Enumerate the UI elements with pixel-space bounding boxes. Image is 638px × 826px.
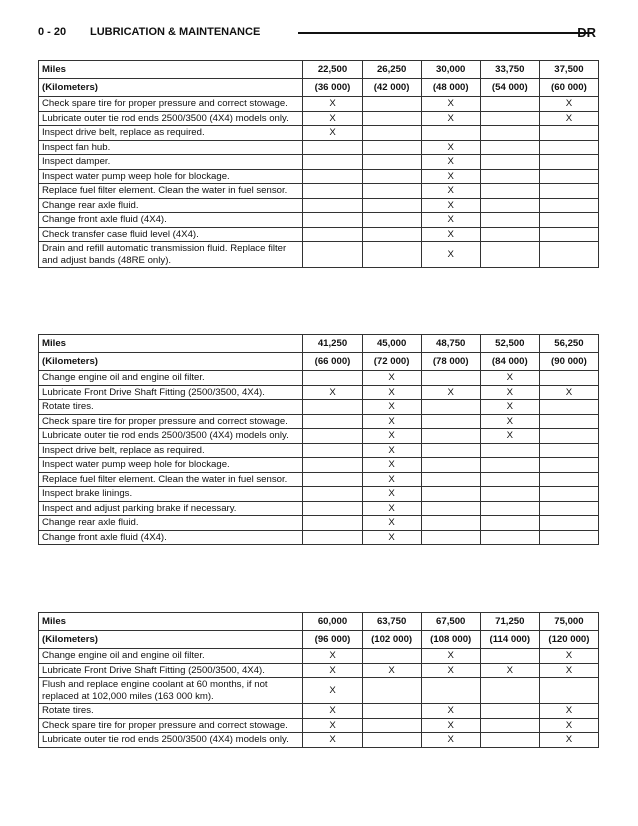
mark-cell: X xyxy=(303,678,362,704)
mark-cell xyxy=(539,227,598,242)
miles-cell: 26,250 xyxy=(362,61,421,79)
mark-cell xyxy=(303,414,362,429)
mark-cell xyxy=(303,371,362,386)
mark-cell xyxy=(480,126,539,141)
mark-cell: X xyxy=(421,663,480,678)
mark-cell xyxy=(421,414,480,429)
mark-cell: X xyxy=(421,213,480,228)
mark-cell xyxy=(362,678,421,704)
task-cell: Change front axle fluid (4X4). xyxy=(39,213,303,228)
maintenance-table-1 xyxy=(38,60,599,268)
km-cell: (96 000) xyxy=(303,631,362,649)
mark-cell: X xyxy=(362,472,421,487)
mark-cell xyxy=(480,443,539,458)
km-cell: (48 000) xyxy=(421,79,480,97)
table-row xyxy=(39,414,599,429)
miles-cell: 52,500 xyxy=(480,335,539,353)
mark-cell xyxy=(480,140,539,155)
mark-cell: X xyxy=(421,140,480,155)
mark-cell xyxy=(480,111,539,126)
table-row xyxy=(39,97,599,112)
table-row xyxy=(39,213,599,228)
task-cell: Lubricate outer tie rod ends 2500/3500 (4X4) models only. xyxy=(39,429,303,444)
mark-cell xyxy=(421,400,480,415)
task-cell: Lubricate Front Drive Shaft Fitting (2500/3500, 4X4). xyxy=(39,385,303,400)
miles-cell: 37,500 xyxy=(539,61,598,79)
mark-cell xyxy=(421,429,480,444)
mark-cell: X xyxy=(362,443,421,458)
table-row xyxy=(39,472,599,487)
mark-cell xyxy=(480,169,539,184)
miles-cell: 45,000 xyxy=(362,335,421,353)
mark-cell xyxy=(362,169,421,184)
table-row xyxy=(39,169,599,184)
miles-label: Miles xyxy=(39,613,303,631)
mark-cell xyxy=(303,458,362,473)
task-cell: Change engine oil and engine oil filter. xyxy=(39,371,303,386)
miles-cell: 71,250 xyxy=(480,613,539,631)
mark-cell xyxy=(421,501,480,516)
mark-cell xyxy=(539,169,598,184)
km-cell: (78 000) xyxy=(421,353,480,371)
mark-cell: X xyxy=(539,97,598,112)
mark-cell: X xyxy=(421,242,480,268)
mark-cell xyxy=(480,242,539,268)
mark-cell xyxy=(480,530,539,545)
km-cell: (108 000) xyxy=(421,631,480,649)
mark-cell: X xyxy=(421,227,480,242)
mark-cell xyxy=(480,718,539,733)
mark-cell xyxy=(303,472,362,487)
mark-cell xyxy=(539,184,598,199)
mark-cell xyxy=(480,198,539,213)
mark-cell: X xyxy=(362,501,421,516)
mark-cell xyxy=(362,198,421,213)
task-cell: Flush and replace engine coolant at 60 months, if not replaced at 102,000 miles (163 000 km). xyxy=(39,678,303,704)
mark-cell xyxy=(303,443,362,458)
mark-cell: X xyxy=(421,718,480,733)
table-row xyxy=(39,718,599,733)
task-cell: Check spare tire for proper pressure and correct stowage. xyxy=(39,97,303,112)
mark-cell xyxy=(421,371,480,386)
mark-cell: X xyxy=(421,704,480,719)
mark-cell: X xyxy=(362,530,421,545)
mark-cell xyxy=(421,516,480,531)
km-cell: (102 000) xyxy=(362,631,421,649)
mark-cell: X xyxy=(303,718,362,733)
task-cell: Check spare tire for proper pressure and correct stowage. xyxy=(39,414,303,429)
mark-cell: X xyxy=(539,733,598,748)
page-number: 0 - 20 xyxy=(38,26,67,38)
mark-cell: X xyxy=(539,663,598,678)
table-row xyxy=(39,487,599,502)
task-cell: Change rear axle fluid. xyxy=(39,516,303,531)
table-row xyxy=(39,242,599,268)
mark-cell: X xyxy=(303,704,362,719)
mark-cell xyxy=(303,516,362,531)
mark-cell xyxy=(303,227,362,242)
table-row xyxy=(39,429,599,444)
task-cell: Inspect water pump weep hole for blockage. xyxy=(39,458,303,473)
mark-cell: X xyxy=(480,414,539,429)
km-cell: (36 000) xyxy=(303,79,362,97)
miles-label: Miles xyxy=(39,335,303,353)
task-cell: Check transfer case fluid level (4X4). xyxy=(39,227,303,242)
mark-cell xyxy=(362,242,421,268)
mark-cell: X xyxy=(421,733,480,748)
mark-cell xyxy=(421,487,480,502)
mark-cell: X xyxy=(421,169,480,184)
km-label: (Kilometers) xyxy=(39,353,303,371)
mark-cell xyxy=(539,429,598,444)
km-label: (Kilometers) xyxy=(39,631,303,649)
table-row xyxy=(39,733,599,748)
mark-cell xyxy=(539,414,598,429)
table-row xyxy=(39,140,599,155)
table-row xyxy=(39,198,599,213)
table-row xyxy=(39,501,599,516)
table-row xyxy=(39,111,599,126)
mark-cell xyxy=(362,213,421,228)
table-row xyxy=(39,678,599,704)
task-cell: Lubricate outer tie rod ends 2500/3500 (4X4) models only. xyxy=(39,733,303,748)
mark-cell xyxy=(480,184,539,199)
mark-cell xyxy=(480,678,539,704)
mark-cell xyxy=(539,198,598,213)
mark-cell xyxy=(421,458,480,473)
mark-cell xyxy=(539,155,598,170)
mark-cell: X xyxy=(421,198,480,213)
task-cell: Replace fuel filter element. Clean the water in fuel sensor. xyxy=(39,472,303,487)
mark-cell: X xyxy=(362,458,421,473)
mark-cell: X xyxy=(421,111,480,126)
mark-cell xyxy=(362,649,421,664)
mark-cell xyxy=(539,213,598,228)
km-cell: (90 000) xyxy=(539,353,598,371)
km-cell: (60 000) xyxy=(539,79,598,97)
mark-cell xyxy=(362,140,421,155)
page-header xyxy=(38,26,596,42)
mark-cell xyxy=(539,458,598,473)
table-body xyxy=(39,613,599,748)
miles-cell: 75,000 xyxy=(539,613,598,631)
task-cell: Lubricate Front Drive Shaft Fitting (2500/3500, 4X4). xyxy=(39,663,303,678)
mark-cell xyxy=(362,718,421,733)
mark-cell xyxy=(539,501,598,516)
mark-cell: X xyxy=(303,126,362,141)
task-cell: Change engine oil and engine oil filter. xyxy=(39,649,303,664)
task-cell: Inspect and adjust parking brake if necessary. xyxy=(39,501,303,516)
mark-cell: X xyxy=(362,400,421,415)
mark-cell xyxy=(539,530,598,545)
task-cell: Inspect fan hub. xyxy=(39,140,303,155)
mark-cell xyxy=(480,472,539,487)
table-row xyxy=(39,371,599,386)
mark-cell xyxy=(421,472,480,487)
mark-cell xyxy=(421,443,480,458)
task-cell: Change rear axle fluid. xyxy=(39,198,303,213)
mark-cell xyxy=(303,213,362,228)
task-cell: Check spare tire for proper pressure and correct stowage. xyxy=(39,718,303,733)
miles-cell: 22,500 xyxy=(303,61,362,79)
mark-cell xyxy=(362,97,421,112)
mark-cell: X xyxy=(421,649,480,664)
mark-cell: X xyxy=(303,111,362,126)
mark-cell xyxy=(421,126,480,141)
table-row xyxy=(39,443,599,458)
miles-label: Miles xyxy=(39,61,303,79)
section-title: LUBRICATION & MAINTENANCE xyxy=(90,26,261,38)
mark-cell: X xyxy=(480,385,539,400)
km-cell: (42 000) xyxy=(362,79,421,97)
task-cell: Inspect drive belt, replace as required. xyxy=(39,443,303,458)
mark-cell: X xyxy=(362,487,421,502)
mark-cell xyxy=(303,242,362,268)
mark-cell xyxy=(480,97,539,112)
mark-cell xyxy=(539,242,598,268)
header-rule xyxy=(298,32,593,34)
table-body xyxy=(39,61,599,268)
miles-cell: 48,750 xyxy=(421,335,480,353)
mark-cell xyxy=(303,429,362,444)
task-cell: Replace fuel filter element. Clean the water in fuel sensor. xyxy=(39,184,303,199)
mark-cell: X xyxy=(303,385,362,400)
mark-cell xyxy=(480,516,539,531)
mark-cell xyxy=(480,227,539,242)
mark-cell: X xyxy=(480,663,539,678)
task-cell: Inspect drive belt, replace as required. xyxy=(39,126,303,141)
mark-cell xyxy=(539,516,598,531)
mark-cell: X xyxy=(480,429,539,444)
mark-cell xyxy=(480,704,539,719)
task-cell: Inspect brake linings. xyxy=(39,487,303,502)
mark-cell xyxy=(480,458,539,473)
mark-cell xyxy=(480,155,539,170)
mark-cell xyxy=(480,649,539,664)
miles-cell: 41,250 xyxy=(303,335,362,353)
mark-cell xyxy=(480,487,539,502)
mark-cell: X xyxy=(421,155,480,170)
task-cell: Inspect damper. xyxy=(39,155,303,170)
km-cell: (54 000) xyxy=(480,79,539,97)
mark-cell xyxy=(362,704,421,719)
mark-cell: X xyxy=(362,429,421,444)
mark-cell xyxy=(539,678,598,704)
task-cell: Change front axle fluid (4X4). xyxy=(39,530,303,545)
miles-header-row xyxy=(39,613,599,631)
miles-cell: 30,000 xyxy=(421,61,480,79)
mark-cell xyxy=(303,487,362,502)
mark-cell xyxy=(539,126,598,141)
mark-cell: X xyxy=(303,649,362,664)
mark-cell: X xyxy=(362,414,421,429)
task-cell: Lubricate outer tie rod ends 2500/3500 (4X4) models only. xyxy=(39,111,303,126)
miles-cell: 56,250 xyxy=(539,335,598,353)
mark-cell xyxy=(539,487,598,502)
km-cell: (114 000) xyxy=(480,631,539,649)
table-row xyxy=(39,649,599,664)
miles-cell: 60,000 xyxy=(303,613,362,631)
mark-cell xyxy=(480,213,539,228)
km-cell: (66 000) xyxy=(303,353,362,371)
mark-cell: X xyxy=(303,733,362,748)
table-row xyxy=(39,704,599,719)
table-row xyxy=(39,663,599,678)
mark-cell xyxy=(362,155,421,170)
mark-cell: X xyxy=(303,663,362,678)
task-cell: Drain and refill automatic transmission fluid. Replace filter and adjust bands (48RE only). xyxy=(39,242,303,268)
table-row xyxy=(39,184,599,199)
mark-cell: X xyxy=(303,97,362,112)
mark-cell: X xyxy=(421,184,480,199)
mark-cell xyxy=(303,530,362,545)
mark-cell xyxy=(362,184,421,199)
task-cell: Rotate tires. xyxy=(39,704,303,719)
mark-cell xyxy=(362,111,421,126)
mark-cell: X xyxy=(539,649,598,664)
mark-cell: X xyxy=(539,704,598,719)
mark-cell: X xyxy=(362,663,421,678)
km-cell: (72 000) xyxy=(362,353,421,371)
km-header-row xyxy=(39,631,599,649)
mark-cell: X xyxy=(480,400,539,415)
table-row xyxy=(39,400,599,415)
table-row xyxy=(39,516,599,531)
table-row xyxy=(39,227,599,242)
mark-cell: X xyxy=(421,385,480,400)
mark-cell: X xyxy=(480,371,539,386)
km-header-row xyxy=(39,79,599,97)
mark-cell xyxy=(480,733,539,748)
mark-cell xyxy=(303,140,362,155)
mark-cell xyxy=(303,155,362,170)
maintenance-table-3 xyxy=(38,612,599,748)
mark-cell xyxy=(303,184,362,199)
km-cell: (120 000) xyxy=(539,631,598,649)
miles-header-row xyxy=(39,61,599,79)
miles-cell: 33,750 xyxy=(480,61,539,79)
mark-cell xyxy=(303,198,362,213)
mark-cell xyxy=(480,501,539,516)
mark-cell xyxy=(539,371,598,386)
maintenance-table-2 xyxy=(38,334,599,545)
mark-cell xyxy=(362,733,421,748)
mark-cell xyxy=(303,400,362,415)
mark-cell: X xyxy=(539,111,598,126)
table-row xyxy=(39,385,599,400)
mark-cell: X xyxy=(362,371,421,386)
mark-cell: X xyxy=(362,385,421,400)
miles-cell: 63,750 xyxy=(362,613,421,631)
table-row xyxy=(39,126,599,141)
mark-cell xyxy=(303,169,362,184)
mark-cell: X xyxy=(539,718,598,733)
km-header-row xyxy=(39,353,599,371)
task-cell: Inspect water pump weep hole for blockage. xyxy=(39,169,303,184)
mark-cell xyxy=(539,443,598,458)
table-body xyxy=(39,335,599,545)
km-cell: (84 000) xyxy=(480,353,539,371)
model-code: DR xyxy=(577,25,596,40)
miles-header-row xyxy=(39,335,599,353)
table-row xyxy=(39,458,599,473)
mark-cell xyxy=(539,400,598,415)
table-row xyxy=(39,155,599,170)
miles-cell: 67,500 xyxy=(421,613,480,631)
mark-cell: X xyxy=(421,97,480,112)
mark-cell xyxy=(303,501,362,516)
mark-cell xyxy=(362,227,421,242)
mark-cell xyxy=(362,126,421,141)
mark-cell xyxy=(421,530,480,545)
mark-cell xyxy=(539,140,598,155)
km-label: (Kilometers) xyxy=(39,79,303,97)
table-row xyxy=(39,530,599,545)
task-cell: Rotate tires. xyxy=(39,400,303,415)
mark-cell xyxy=(539,472,598,487)
mark-cell xyxy=(421,678,480,704)
mark-cell: X xyxy=(539,385,598,400)
mark-cell: X xyxy=(362,516,421,531)
